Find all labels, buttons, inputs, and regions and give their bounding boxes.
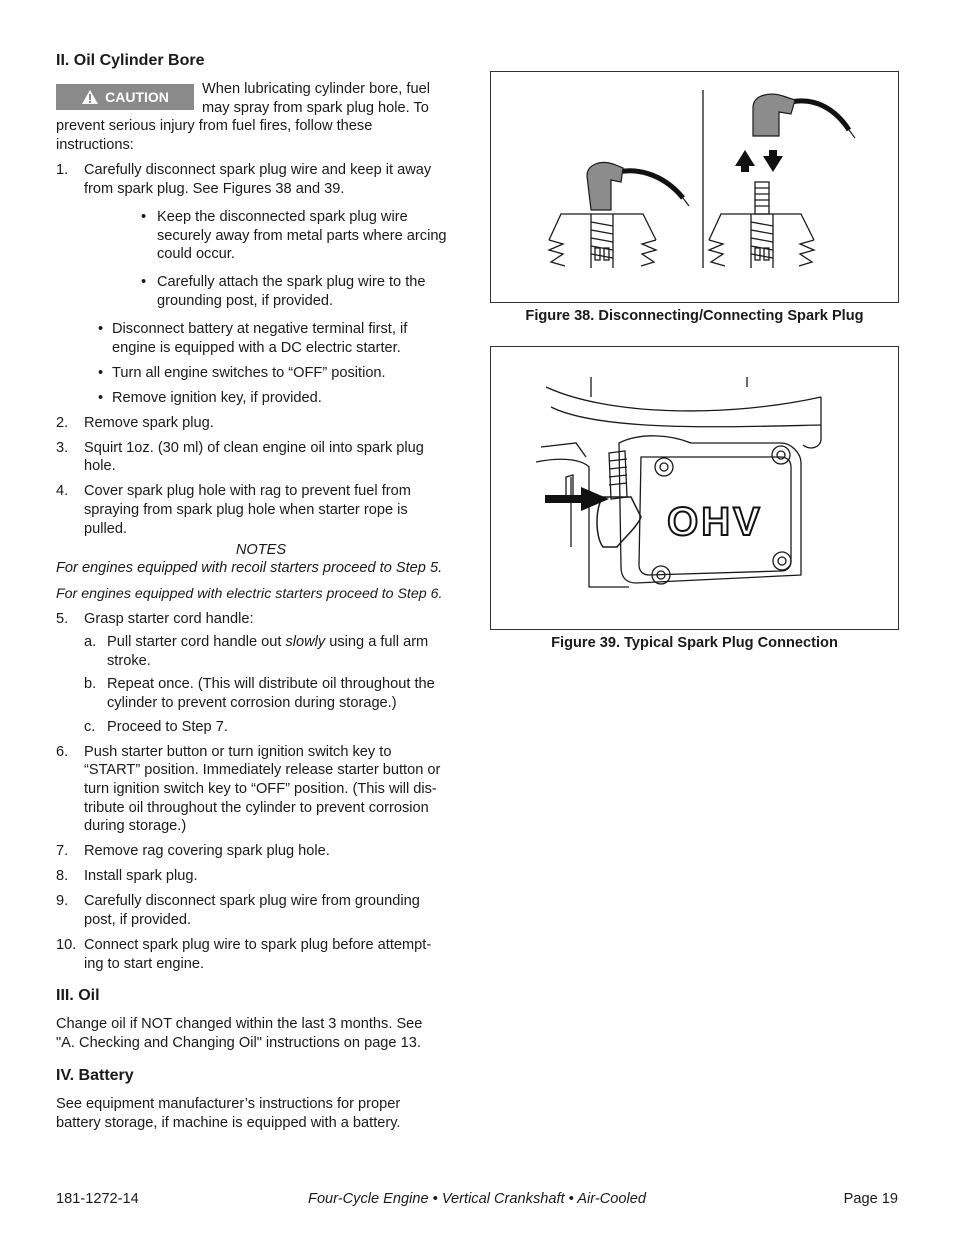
bullet-text: Turn all engine switches to “OFF” position.: [112, 365, 386, 381]
step-text: ing to start engine.: [84, 956, 205, 972]
note-text: For engines equipped with electric starters proceed to Step 6.: [56, 586, 443, 602]
section-heading-oil-cylinder-bore: II. Oil Cylinder Bore: [56, 52, 205, 69]
substep-text-emphasis: slowly: [285, 634, 326, 650]
bullet-text: could occur.: [157, 246, 235, 262]
warning-triangle-icon: [81, 89, 99, 105]
paragraph-line: "A. Checking and Changing Oil" instructions on page 13.: [56, 1035, 421, 1051]
paragraph-line: See equipment manufacturer’s instructions for proper: [56, 1096, 401, 1112]
figure-38: [490, 71, 899, 303]
step-text: Install spark plug.: [84, 868, 198, 884]
step-text: tribute oil throughout the cylinder to prevent corrosion: [84, 800, 429, 816]
step-text: Cover spark plug hole with rag to prevent fuel from: [84, 483, 411, 499]
bullet-text: Disconnect battery at negative terminal first, if: [112, 321, 408, 337]
notes-title: NOTES: [235, 542, 287, 558]
step-text: Push starter button or turn ignition switch key to: [84, 744, 392, 760]
note-text: For engines equipped with recoil starters proceed to Step 5.: [56, 560, 443, 576]
substep-text: cylinder to prevent corrosion during storage.): [107, 695, 397, 711]
step-text: Grasp starter cord handle:: [84, 611, 254, 627]
step-number: 10.: [56, 937, 77, 953]
step-text: Remove rag covering spark plug hole.: [84, 843, 330, 859]
step-text: spraying from spark plug hole when starter rope is: [84, 502, 408, 518]
engine-spark-plug-illustration: [491, 347, 898, 629]
footer-title: Four-Cycle Engine • Vertical Crankshaft • Air-Cooled: [308, 1191, 646, 1207]
step-text: post, if provided.: [84, 912, 192, 928]
paragraph-line: Change oil if NOT changed within the last 3 months. See: [56, 1016, 423, 1032]
footer-doc-number: 181-1272-14: [56, 1191, 139, 1207]
step-text: from spark plug. See Figures 38 and 39.: [84, 181, 345, 197]
paragraph-line: battery storage, if machine is equipped with a battery.: [56, 1115, 401, 1131]
figure-39-caption: Figure 39. Typical Spark Plug Connection: [551, 635, 838, 651]
caution-badge: [56, 84, 194, 110]
step-text: during storage.): [84, 818, 187, 834]
figure-39: [490, 346, 899, 630]
step-text: hole.: [84, 458, 116, 474]
caution-text-line: may spray from spark plug hole. To: [202, 100, 429, 116]
bullet-icon: •: [98, 390, 104, 406]
substep-text-part: Pull starter cord handle out: [107, 634, 286, 650]
bullet-text: Carefully attach the spark plug wire to the: [157, 274, 426, 290]
spark-plug-disconnect-illustration: [491, 72, 898, 302]
step-text: Carefully disconnect spark plug wire from grounding: [84, 893, 420, 909]
bullet-text: securely away from metal parts where arcing: [157, 228, 447, 244]
step-number: 8.: [56, 868, 69, 884]
caution-text-line: instructions:: [56, 137, 134, 153]
step-text: “START” position. Immediately release starter button or: [84, 762, 441, 778]
step-text: Remove spark plug.: [84, 415, 214, 431]
step-text: turn ignition switch key to “OFF” position. (This will dis-: [84, 781, 437, 797]
step-number: 1.: [56, 162, 69, 178]
step-text: Carefully disconnect spark plug wire and keep it away: [84, 162, 432, 178]
substep-letter: b.: [84, 676, 97, 692]
step-number: 6.: [56, 744, 69, 760]
bullet-text: Keep the disconnected spark plug wire: [157, 209, 408, 225]
bullet-text: grounding post, if provided.: [157, 293, 334, 309]
step-number: 5.: [56, 611, 69, 627]
figure-38-caption: Figure 38. Disconnecting/Connecting Spark Plug: [525, 308, 864, 324]
step-text: pulled.: [84, 521, 128, 537]
substep-letter: a.: [84, 634, 97, 650]
substep-text: [107, 633, 428, 652]
bullet-text: engine is equipped with a DC electric starter.: [112, 340, 401, 356]
step-text: Squirt 1oz. (30 ml) of clean engine oil into spark plug: [84, 440, 424, 456]
caution-text-line: When lubricating cylinder bore, fuel: [202, 81, 430, 97]
step-number: 2.: [56, 415, 69, 431]
substep-letter: c.: [84, 719, 96, 735]
bullet-icon: •: [98, 321, 104, 337]
footer-page-number: Page 19: [843, 1191, 898, 1207]
ohv-emboss-text: OHV: [667, 500, 763, 544]
step-number: 9.: [56, 893, 69, 909]
step-number: 3.: [56, 440, 69, 456]
step-text: Connect spark plug wire to spark plug before attempt-: [84, 937, 432, 953]
substep-text-part: using a full arm: [325, 634, 429, 650]
section-heading-oil: III. Oil: [56, 987, 100, 1004]
bullet-text: Remove ignition key, if provided.: [112, 390, 322, 406]
substep-text: stroke.: [107, 653, 151, 669]
caution-label: CAUTION: [105, 88, 169, 105]
bullet-icon: •: [141, 274, 147, 290]
step-number: 4.: [56, 483, 69, 499]
substep-text: Proceed to Step 7.: [107, 719, 228, 735]
substep-text: Repeat once. (This will distribute oil throughout the: [107, 676, 435, 692]
section-heading-battery: IV. Battery: [56, 1067, 134, 1084]
step-number: 7.: [56, 843, 69, 859]
bullet-icon: •: [141, 209, 147, 225]
bullet-icon: •: [98, 365, 104, 381]
caution-text-line: prevent serious injury from fuel fires, follow these: [56, 118, 373, 134]
